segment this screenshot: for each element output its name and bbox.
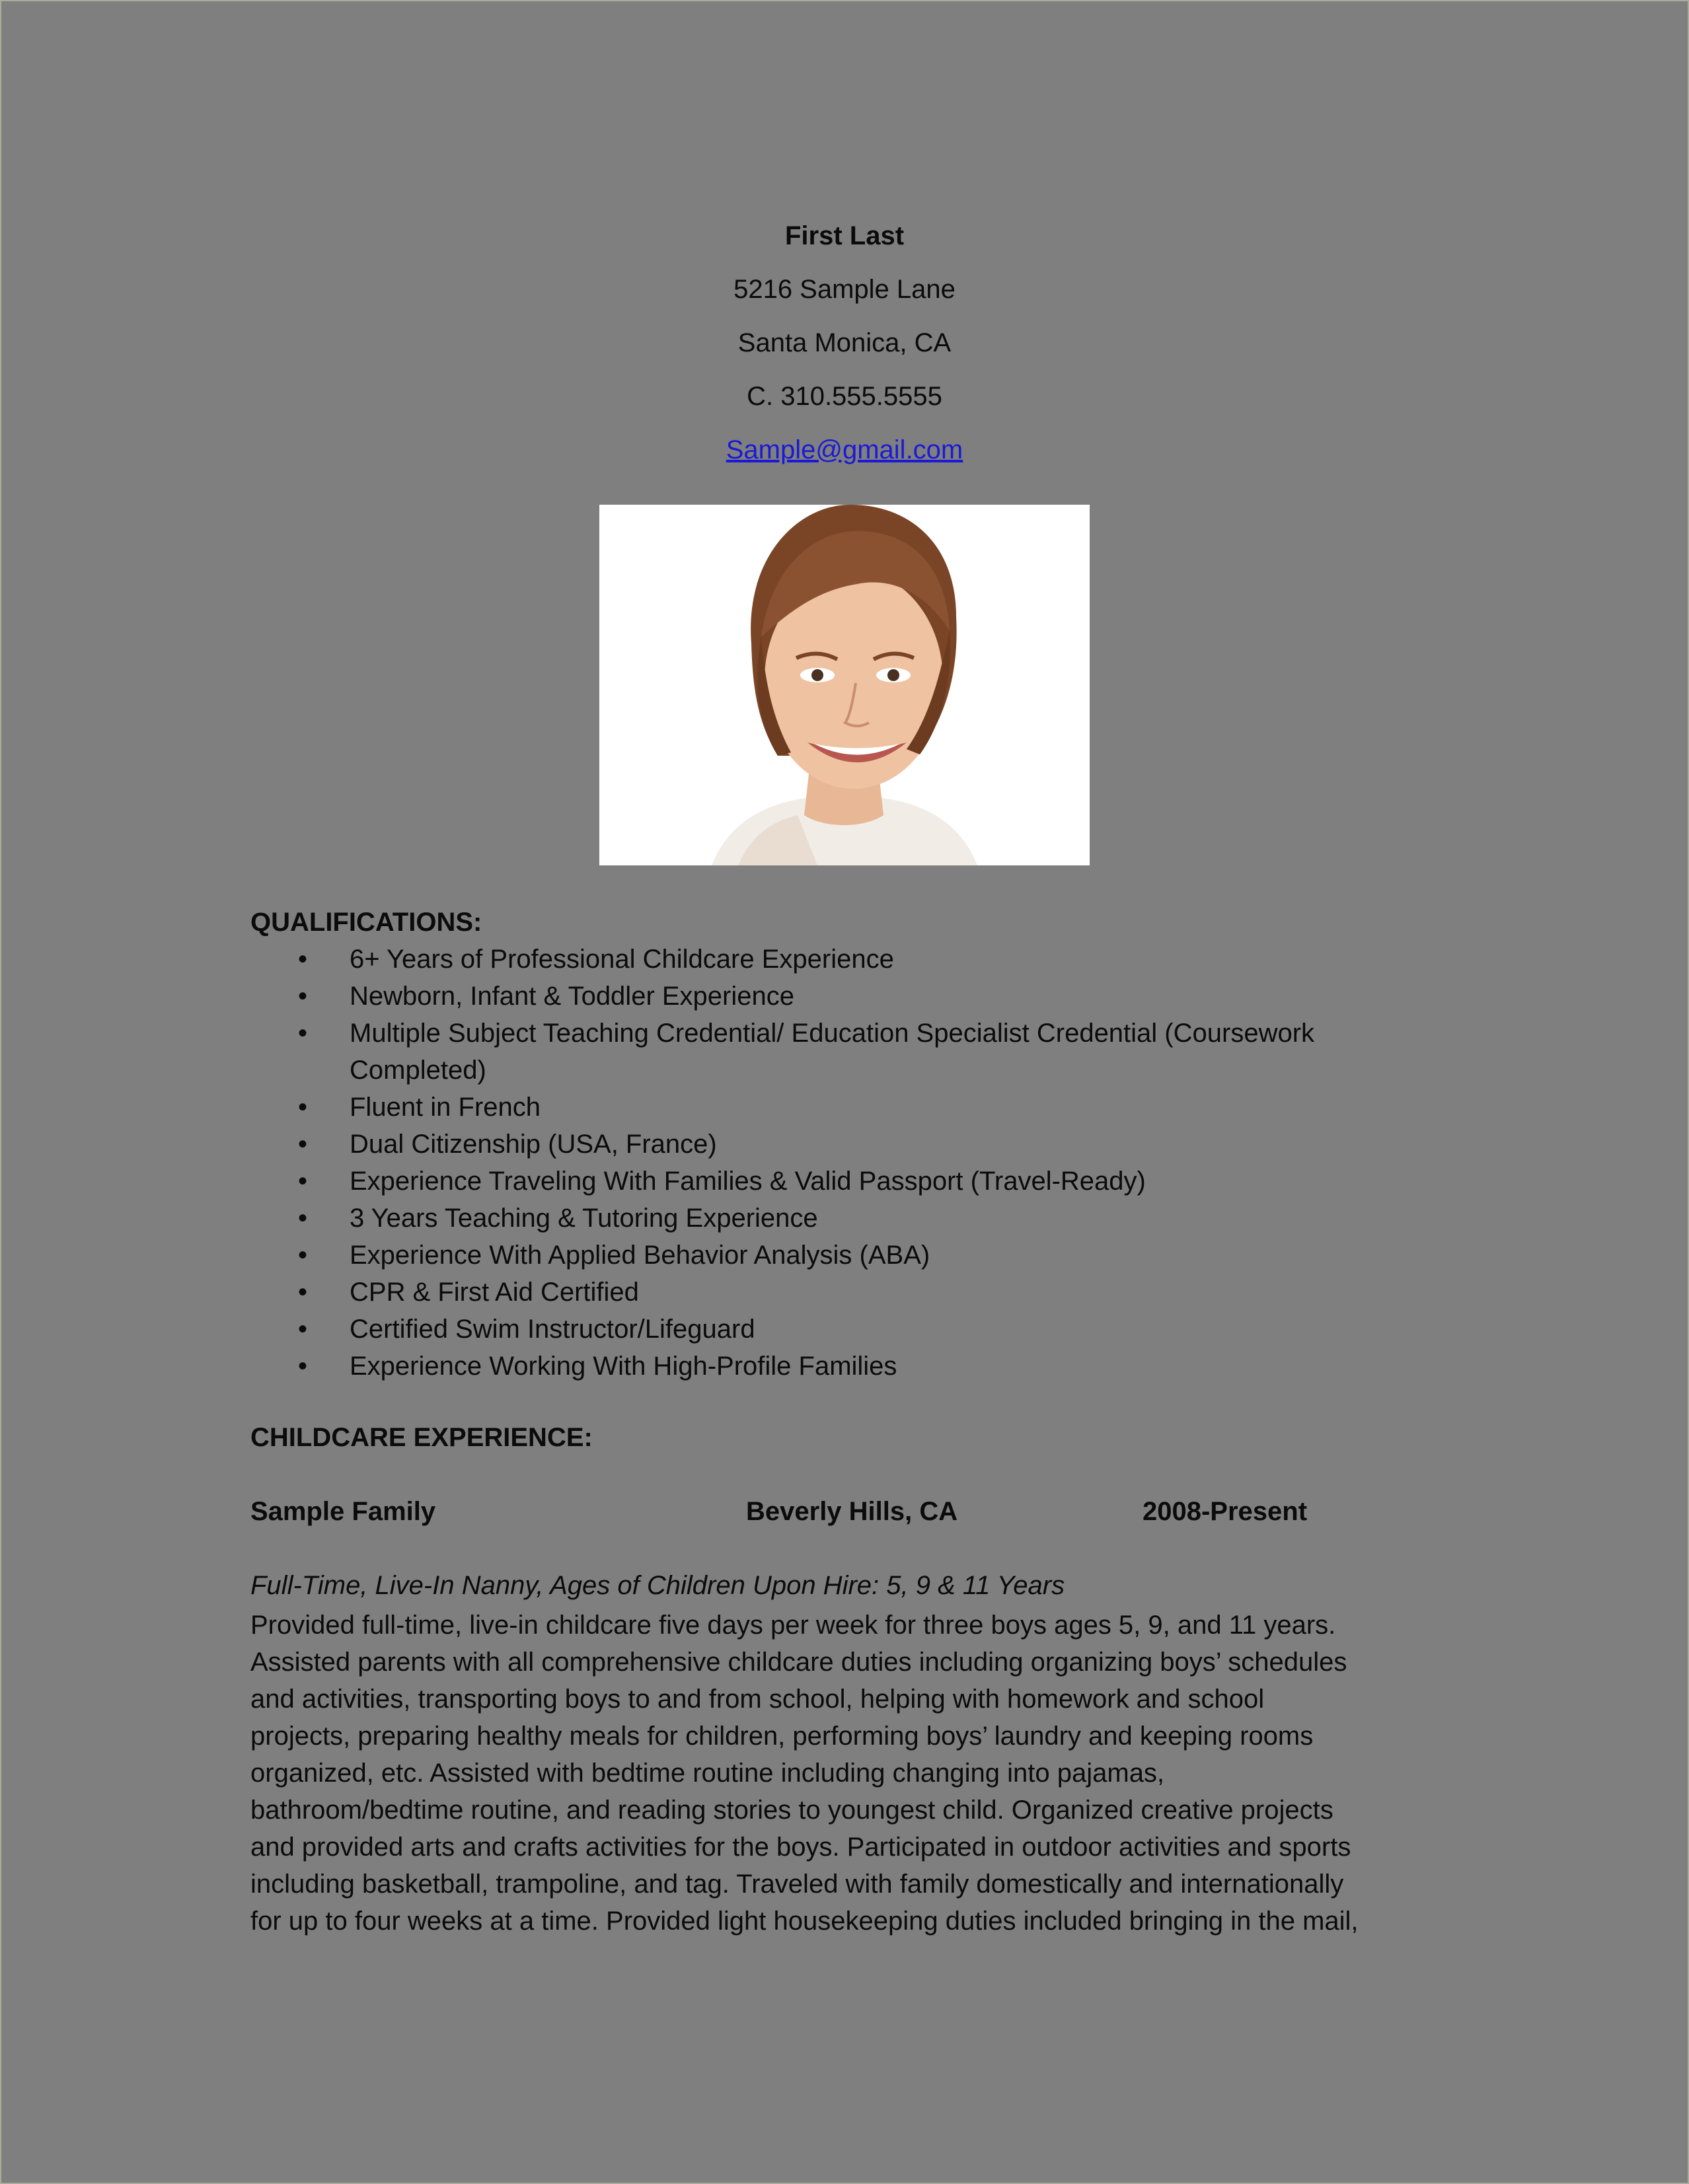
job-description bbox=[250, 1607, 1440, 1940]
description-line: and activities, transporting boys to and from school, helping with homework and school bbox=[250, 1685, 1265, 1714]
bullet-icon: • bbox=[298, 1352, 308, 1381]
contact-name: First Last bbox=[784, 221, 905, 250]
bullet-icon: • bbox=[298, 1093, 308, 1122]
list-item: • Experience With Applied Behavior Analysis (ABA) bbox=[250, 1237, 1440, 1274]
bullet-icon: • bbox=[298, 1130, 308, 1159]
employer-name: Sample Family bbox=[250, 1497, 436, 1526]
bullet-icon: • bbox=[298, 1167, 308, 1196]
bullet-icon: • bbox=[298, 982, 308, 1011]
description-line: for up to four weeks at a time. Provided light housekeeping duties included bringing in the mail, bbox=[250, 1907, 1359, 1936]
description-line: organized, etc. Assisted with bedtime routine including changing into pajamas, bbox=[250, 1759, 1165, 1788]
list-item: • 6+ Years of Professional Childcare Experience bbox=[250, 941, 1440, 978]
list-item-continuation: Completed) bbox=[350, 1056, 486, 1085]
job-position: Full-Time, Live-In Nanny, Ages of Children Upon Hire: 5, 9 & 11 Years bbox=[250, 1571, 1065, 1600]
description-line: including basketball, trampoline, and tag. Traveled with family domestically and internationally bbox=[250, 1870, 1344, 1899]
bullet-icon: • bbox=[298, 1278, 308, 1307]
portrait-photo-icon bbox=[599, 505, 1090, 865]
list-item: • Fluent in French bbox=[250, 1089, 1440, 1126]
contact-email-line bbox=[0, 434, 1689, 466]
experience-heading: CHILDCARE EXPERIENCE: bbox=[250, 1423, 593, 1452]
bullet-icon: • bbox=[298, 1019, 308, 1048]
description-line: and provided arts and crafts activities for the boys. Participated in outdoor activities and sports bbox=[250, 1833, 1351, 1862]
list-item: • Certified Swim Instructor/Lifeguard bbox=[250, 1311, 1440, 1348]
qualifications-heading: QUALIFICATIONS: bbox=[250, 908, 482, 937]
contact-city: Santa Monica, CA bbox=[737, 328, 952, 357]
description-line: Assisted parents with all comprehensive childcare duties including organizing boys’ schedules bbox=[250, 1648, 1347, 1677]
contact-phone: C. 310.555.5555 bbox=[747, 382, 942, 411]
contact-street: 5216 Sample Lane bbox=[733, 275, 956, 304]
bullet-icon: • bbox=[298, 1241, 308, 1270]
employer-location: Beverly Hills, CA bbox=[746, 1497, 958, 1526]
list-item: • Experience Working With High-Profile Families bbox=[250, 1348, 1440, 1385]
list-item: • Newborn, Infant & Toddler Experience bbox=[250, 978, 1440, 1015]
description-line: bathroom/bedtime routine, and reading stories to youngest child. Organized creative projects bbox=[250, 1796, 1333, 1825]
contact-email-link[interactable]: Sample@gmail.com bbox=[726, 435, 963, 464]
list-item: • 3 Years Teaching & Tutoring Experience bbox=[250, 1200, 1440, 1237]
description-line: projects, preparing healthy meals for children, performing boys’ laundry and keeping rooms bbox=[250, 1722, 1314, 1751]
list-item: • CPR & First Aid Certified bbox=[250, 1274, 1440, 1311]
portrait-illustration bbox=[599, 505, 1090, 865]
employment-dates: 2008-Present bbox=[1143, 1497, 1308, 1526]
bullet-icon: • bbox=[298, 1204, 308, 1233]
list-item: • Multiple Subject Teaching Credential/ Education Specialist Credential (Coursework bbox=[250, 1015, 1440, 1052]
bullet-icon: • bbox=[298, 1315, 308, 1344]
list-item: • Experience Traveling With Families & Valid Passport (Travel-Ready) bbox=[250, 1163, 1440, 1200]
list-item: • Dual Citizenship (USA, France) bbox=[250, 1126, 1440, 1163]
qualifications-list bbox=[250, 941, 1440, 1385]
description-line: Provided full-time, live-in childcare five days per week for three boys ages 5, 9, and 11 years. bbox=[250, 1611, 1336, 1640]
bullet-icon: • bbox=[298, 945, 308, 974]
